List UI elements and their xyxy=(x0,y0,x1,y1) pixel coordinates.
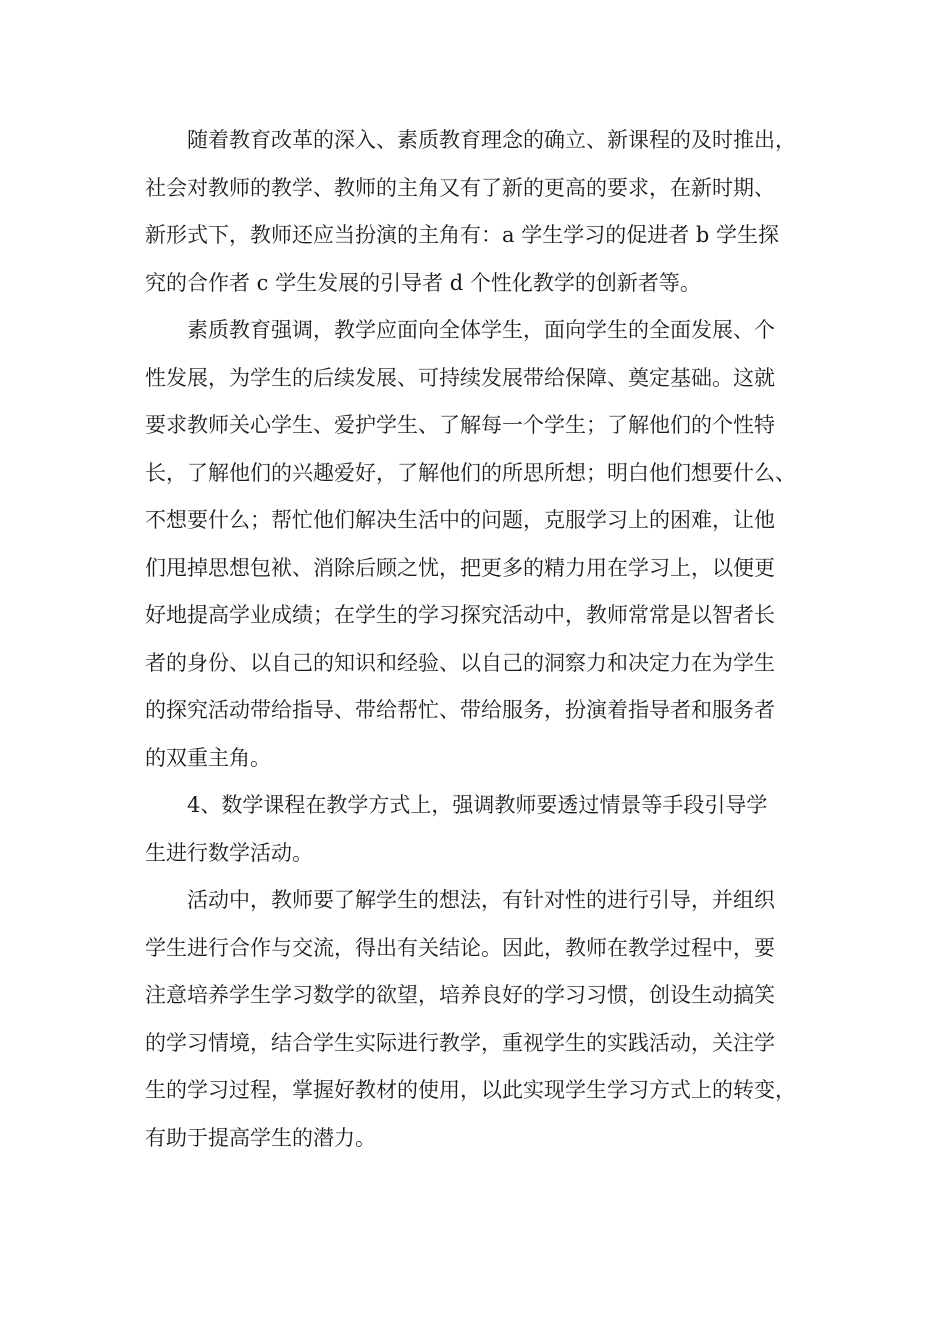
text-line: 要求教师关心学生、爱护学生、了解每一个学生；了解他们的个性特 xyxy=(145,413,775,437)
text-line: 活动中，教师要了解学生的想法，有针对性的进行引导，并组织 xyxy=(145,888,775,912)
paragraph-math-curriculum xyxy=(145,782,815,877)
text-line: 4、数学课程在教学方式上，强调教师要透过情景等手段引导学 xyxy=(145,793,768,817)
text-line: 长，了解他们的兴趣爱好，了解他们的所思所想；明白他们想要什么、 xyxy=(145,460,796,485)
text-line: 者的身份、以自己的知识和经验、以自己的洞察力和决定力在为学生 xyxy=(145,650,775,675)
text-line: 的学习情境，结合学生实际进行教学，重视学生的实践活动，关注学 xyxy=(145,1030,775,1055)
text-line: 不想要什么；帮忙他们解决生活中的问题，克服学习上的困难，让他 xyxy=(145,508,775,532)
paragraph-quality-education xyxy=(145,307,815,782)
text-line: 究的合作者 c 学生发展的引导者 d 个性化教学的创新者等。 xyxy=(145,270,701,295)
text-line: 随着教育改革的深入、素质教育理念的确立、新课程的及时推出， xyxy=(145,128,796,152)
text-line: 学生进行合作与交流，得出有关结论。因此，教师在教学过程中，要 xyxy=(145,935,775,960)
text-line: 素质教育强调，教学应面向全体学生，面向学生的全面发展、个 xyxy=(145,318,775,342)
text-line: 有助于提高学生的潜力。 xyxy=(145,1125,376,1150)
paragraph-teacher-roles xyxy=(145,117,815,307)
text-line: 生进行数学活动。 xyxy=(145,840,313,865)
text-line: 社会对教师的教学、教师的主角又有了新的更高的要求，在新时期、 xyxy=(145,175,775,200)
text-line: 好地提高学业成绩；在学生的学习探究活动中，教师常常是以智者长 xyxy=(145,603,775,627)
text-line: 生的学习过程，掌握好教材的使用，以此实现学生学习方式上的转变， xyxy=(145,1078,796,1102)
text-line: 新形式下，教师还应当扮演的主角有：a 学生学习的促进者 b 学生探 xyxy=(145,223,779,247)
text-line: 的双重主角。 xyxy=(145,745,271,770)
text-line: 注意培养学生学习数学的欲望，培养良好的学习习惯，创设生动搞笑 xyxy=(145,983,775,1007)
document-body xyxy=(145,117,815,1162)
text-line: 的探究活动带给指导、带给帮忙、带给服务，扮演着指导者和服务者 xyxy=(145,698,775,722)
paragraph-activities xyxy=(145,877,815,1162)
text-line: 性发展，为学生的后续发展、可持续发展带给保障、奠定基础。这就 xyxy=(145,365,775,390)
text-line: 们甩掉思想包袱、消除后顾之忧，把更多的精力用在学习上，以便更 xyxy=(145,555,775,580)
